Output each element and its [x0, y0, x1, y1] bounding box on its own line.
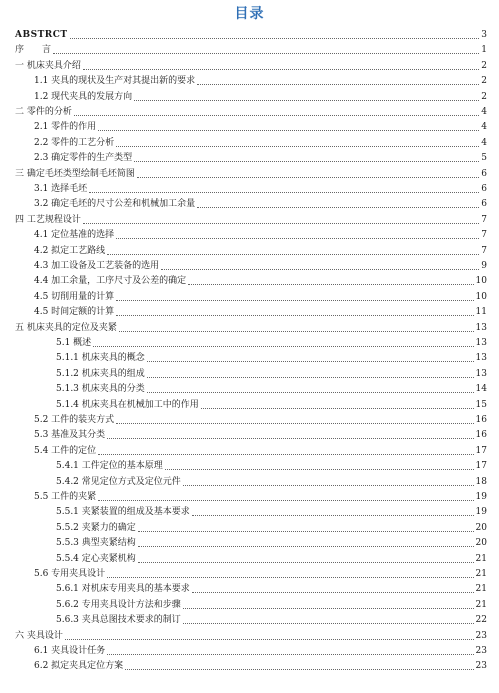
toc-entry-label: 5.5 工件的夹紧	[34, 492, 97, 502]
toc-entry-page: 7	[481, 214, 487, 225]
toc-entry-label: 5.1.3 机床夹具的分类	[56, 384, 145, 395]
toc-entry[interactable]	[0, 565, 499, 580]
toc-entry-label: 6.2 拟定夹具定位方案	[34, 661, 124, 672]
toc-entry-page: 20	[475, 538, 487, 549]
toc-entry[interactable]	[0, 165, 499, 180]
toc-entry-label: 1.2 现代夹具的发展方向	[34, 91, 133, 102]
toc-entry-label: 1.1 夹具的现状及生产对其提出新的要求	[34, 76, 196, 87]
toc-entry[interactable]	[0, 103, 499, 118]
toc-entry[interactable]	[0, 580, 499, 595]
toc-entry-page: 17	[475, 445, 487, 456]
toc-entry-page: 23	[475, 646, 487, 656]
toc-entry-page: 11	[475, 307, 487, 318]
toc-entry[interactable]	[0, 272, 499, 287]
toc-entry[interactable]	[0, 211, 499, 226]
toc-entry-page: 13	[475, 368, 487, 379]
dot-leader	[83, 68, 479, 70]
dot-leader	[161, 268, 479, 270]
dot-leader	[107, 576, 473, 578]
toc-entry[interactable]	[0, 88, 499, 103]
toc-entry[interactable]	[0, 319, 499, 334]
dot-leader	[147, 360, 474, 362]
toc-entry[interactable]	[0, 334, 499, 349]
toc-entry-page: 4	[481, 137, 487, 148]
toc-entry-label: 5.6.3 夹具总图技术要求的制订	[56, 615, 181, 626]
toc-entry-page: 22	[475, 615, 487, 626]
toc-entry[interactable]	[0, 488, 499, 503]
toc-entry-label: 4.1 定位基准的选择	[34, 230, 115, 241]
toc-entry-page: 6	[481, 199, 487, 210]
toc-entry-page: 16	[475, 415, 487, 425]
dot-leader	[116, 422, 473, 424]
toc-entry-page: 13	[475, 338, 487, 348]
toc-entry-label: 5.5.4 定心夹紧机构	[56, 553, 136, 564]
toc-entry-page: 9	[481, 261, 487, 271]
dot-leader	[165, 468, 474, 470]
dot-leader	[98, 129, 479, 131]
toc-entry[interactable]	[0, 411, 499, 426]
toc-entry-label: 5.1.2 机床夹具的组成	[56, 368, 145, 379]
toc-entry[interactable]	[0, 596, 499, 611]
toc-entry-page: 21	[475, 553, 487, 564]
toc-entry-label: 5.4.1 工件定位的基本原理	[56, 461, 163, 472]
toc-entry[interactable]	[0, 303, 499, 318]
toc-entry[interactable]	[0, 242, 499, 257]
toc-entry-label: 六 夹具设计	[15, 630, 63, 641]
toc-entry-label: 4.5 时间定额的计算	[34, 307, 115, 318]
toc-entry[interactable]	[0, 149, 499, 164]
toc-entry[interactable]	[0, 134, 499, 149]
toc-entry-label: 5.4 工件的定位	[34, 445, 97, 456]
toc-entry[interactable]	[0, 534, 499, 549]
toc-entry-label: 5.6.2 专用夹具设计方法和步骤	[56, 599, 181, 610]
toc-entry-label: 5.6 专用夹具设计	[34, 569, 106, 579]
dot-leader	[119, 330, 474, 332]
dot-leader	[116, 299, 473, 301]
toc-entry-label: 3.1 选择毛坯	[34, 184, 88, 194]
dot-leader	[147, 376, 474, 378]
toc-entry-page: 21	[475, 599, 487, 610]
dot-leader	[183, 622, 474, 624]
toc-entry-label: 三 确定毛坯类型绘制毛坯简图	[15, 168, 135, 179]
toc-entry-label: 4.5 切削用量的计算	[34, 291, 115, 302]
toc-entry-page: 6	[481, 184, 487, 194]
dot-leader	[116, 314, 473, 316]
toc-entry-page: 7	[481, 230, 487, 241]
toc-entry[interactable]	[0, 550, 499, 565]
toc-entry[interactable]	[0, 118, 499, 133]
toc-entry-page: 21	[475, 584, 487, 595]
toc-entry-page: 13	[475, 353, 487, 364]
page-title: 目录	[234, 6, 265, 22]
dot-leader	[192, 591, 474, 593]
toc-entry[interactable]	[0, 288, 499, 303]
toc-entry-label: 5.5.2 夹紧力的确定	[56, 522, 136, 533]
toc-entry-page: 23	[475, 630, 487, 641]
toc-entry-label: 5.1.1 机床夹具的概念	[56, 353, 145, 364]
toc-entry-page: 1	[481, 45, 487, 56]
toc-entry[interactable]	[0, 26, 499, 41]
dot-leader	[89, 191, 479, 193]
toc-entry-label: 5.2 工件的装夹方式	[34, 415, 115, 425]
toc-entry[interactable]	[0, 365, 499, 380]
toc-entry-label: 5.3 基准及其分类	[34, 430, 106, 441]
dot-leader	[134, 160, 479, 162]
toc-entry[interactable]	[0, 503, 499, 518]
toc-entry-page: 3	[481, 30, 487, 40]
toc-entry-page: 2	[481, 76, 487, 87]
dot-leader	[70, 37, 480, 39]
toc-entry-page: 4	[481, 107, 487, 117]
toc-entry[interactable]	[0, 457, 499, 472]
toc-entry-page: 4	[481, 122, 487, 133]
toc-entry[interactable]	[0, 396, 499, 411]
toc-entry[interactable]	[0, 627, 499, 642]
toc-entry-label: 6.1 夹具设计任务	[34, 646, 106, 656]
dot-leader	[93, 345, 473, 347]
toc-entry-label: 4.2 拟定工艺路线	[34, 245, 106, 256]
toc-entry-page: 2	[481, 91, 487, 102]
dot-leader	[125, 668, 473, 670]
toc-entry-label: 2.1 零件的作用	[34, 122, 97, 133]
toc-entry-label: 4.3 加工设备及工艺装备的选用	[34, 261, 160, 271]
dot-leader	[74, 114, 479, 116]
dot-leader	[192, 514, 474, 516]
dot-leader	[197, 83, 479, 85]
toc-entry[interactable]	[0, 473, 499, 488]
toc-entry[interactable]	[0, 57, 499, 72]
dot-leader	[116, 237, 479, 239]
toc-entry-label: 2.2 零件的工艺分析	[34, 137, 115, 148]
dot-leader	[107, 253, 479, 255]
toc-entry-page: 21	[475, 569, 487, 579]
dot-leader	[138, 545, 474, 547]
toc-entry-page: 6	[481, 168, 487, 179]
toc-entry[interactable]	[0, 442, 499, 457]
toc-entry[interactable]	[0, 611, 499, 626]
toc-entry[interactable]	[0, 426, 499, 441]
dot-leader	[98, 453, 473, 455]
toc-entry-page: 10	[475, 291, 487, 302]
toc-entry-label: 二 零件的分析	[15, 107, 72, 117]
toc-entry-page: 15	[475, 399, 487, 410]
dot-leader	[137, 176, 479, 178]
dot-leader	[183, 607, 474, 609]
toc-entry-label: 四 工艺规程设计	[15, 214, 81, 225]
toc-entry-page: 5	[481, 153, 487, 164]
toc-entry-label: 5.1 概述	[56, 338, 92, 348]
dot-leader	[138, 561, 474, 563]
toc-entry[interactable]	[0, 72, 499, 87]
toc-entry-page: 19	[475, 492, 487, 502]
toc-entry-page: 13	[475, 322, 487, 333]
dot-leader	[107, 437, 473, 439]
toc-entry-label: 5.6.1 对机床专用夹具的基本要求	[56, 584, 190, 595]
toc-entry-page: 18	[475, 476, 487, 487]
toc-entry-label: 5.5.1 夹紧装置的组成及基本要求	[56, 507, 190, 518]
toc-entry-label: 5.1.4 机床夹具在机械加工中的作用	[56, 399, 199, 410]
toc-entry-page: 23	[475, 661, 487, 672]
toc-entry[interactable]	[0, 349, 499, 364]
toc-entry-label: 3.2 确定毛坯的尺寸公差和机械加工余量	[34, 199, 196, 210]
toc-entry-page: 17	[475, 461, 487, 472]
toc-entry-label: 五 机床夹具的定位及夹紧	[15, 322, 117, 333]
toc-entry[interactable]	[0, 195, 499, 210]
toc-entry[interactable]	[0, 519, 499, 534]
toc-entry[interactable]	[0, 657, 499, 672]
toc-entry-page: 2	[481, 60, 487, 71]
dot-leader	[53, 52, 479, 54]
toc-entry-label: 4.4 加工余量，工序尺寸及公差的确定	[34, 276, 187, 287]
toc-entry-label: 一 机床夹具介绍	[15, 60, 81, 71]
dot-leader	[116, 145, 479, 147]
dot-leader	[98, 499, 473, 501]
dot-leader	[65, 638, 474, 640]
toc-entry-page: 10	[475, 276, 487, 287]
toc-entry-label: ABSTRCT	[15, 30, 68, 40]
toc-entry[interactable]	[0, 642, 499, 657]
dot-leader	[197, 206, 479, 208]
toc-entry[interactable]	[0, 180, 499, 195]
toc-entry-label: 序 言	[15, 45, 52, 56]
toc-entry[interactable]	[0, 41, 499, 56]
toc-entry-page: 20	[475, 522, 487, 533]
toc-entry-label: 2.3 确定零件的生产类型	[34, 153, 133, 164]
toc-entry-label: 5.4.2 常见定位方式及定位元件	[56, 476, 181, 487]
toc-entry[interactable]	[0, 226, 499, 241]
dot-leader	[147, 391, 474, 393]
toc-entry-page: 14	[475, 384, 487, 395]
toc-entry[interactable]	[0, 257, 499, 272]
toc-entry[interactable]	[0, 380, 499, 395]
dot-leader	[183, 484, 474, 486]
dot-leader	[188, 283, 473, 285]
dot-leader	[107, 653, 473, 655]
dot-leader	[134, 99, 479, 101]
dot-leader	[201, 407, 474, 409]
toc-entry-page: 7	[481, 245, 487, 256]
toc-entry-page: 16	[475, 430, 487, 441]
dot-leader	[138, 530, 474, 532]
toc-entry-page: 19	[475, 507, 487, 518]
dot-leader	[83, 222, 479, 224]
toc-entry-label: 5.5.3 典型夹紧结构	[56, 538, 136, 549]
